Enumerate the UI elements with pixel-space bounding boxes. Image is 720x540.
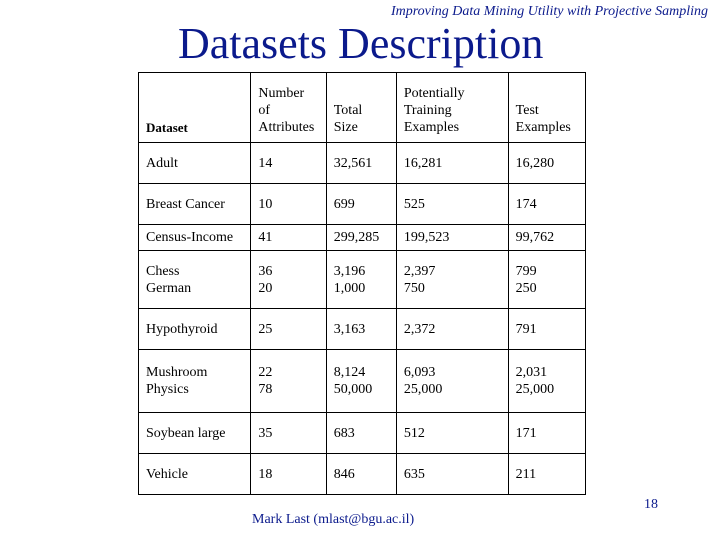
cell-test	[508, 454, 585, 495]
page-number: 18	[644, 497, 658, 512]
datasets-table-container	[138, 72, 586, 495]
cell-line: 799	[515, 263, 537, 279]
cell-dataset	[139, 454, 251, 495]
cell-attributes	[251, 251, 326, 309]
header-number-of-attributes	[251, 73, 326, 143]
cell-line: 174	[515, 196, 537, 212]
cell-line: 41	[258, 230, 273, 245]
cell-attributes	[251, 184, 326, 225]
cell-training	[396, 184, 508, 225]
cell-dataset	[139, 309, 251, 350]
cell-line: 25,000	[403, 382, 443, 397]
cell-attributes	[251, 143, 326, 184]
cell-line: Adult	[146, 155, 178, 171]
cell-attributes	[251, 225, 326, 251]
cell-line: 846	[333, 466, 355, 482]
running-title: Improving Data Mining Utility with Projective Sampling	[390, 4, 708, 19]
cell-total	[326, 309, 396, 350]
cell-line: 8,124	[333, 365, 366, 380]
cell-total	[326, 225, 396, 251]
table-row	[139, 143, 586, 184]
cell-line: 299,285	[333, 230, 380, 245]
cell-line: Physics	[146, 382, 189, 397]
header-line: Potentially	[403, 86, 465, 101]
cell-total	[326, 251, 396, 309]
header-dataset	[139, 73, 251, 143]
table-row	[139, 225, 586, 251]
header-line: Test	[515, 103, 539, 118]
cell-line: 14	[258, 155, 273, 171]
table-row	[139, 413, 586, 454]
cell-attributes	[251, 350, 326, 413]
cell-line: 36	[258, 263, 273, 279]
cell-line: 20	[258, 280, 273, 296]
cell-total	[326, 184, 396, 225]
cell-total	[326, 143, 396, 184]
header-test-examples	[508, 73, 585, 143]
cell-line: 211	[515, 466, 537, 482]
cell-total	[326, 350, 396, 413]
cell-attributes	[251, 309, 326, 350]
cell-line: 6,093	[403, 365, 436, 380]
cell-line: Mushroom	[146, 365, 208, 380]
cell-line: 50,000	[333, 382, 373, 397]
header-potentially-training-examples	[396, 73, 508, 143]
cell-dataset	[139, 143, 251, 184]
cell-line: 512	[403, 425, 425, 441]
table-row	[139, 251, 586, 309]
cell-line: 683	[333, 425, 355, 441]
cell-dataset	[139, 350, 251, 413]
footer-author: Mark Last (mlast@bgu.ac.il)	[252, 512, 415, 527]
cell-attributes	[251, 413, 326, 454]
cell-line: 199,523	[403, 230, 450, 245]
cell-test	[508, 413, 585, 454]
cell-training	[396, 350, 508, 413]
cell-line: 699	[333, 196, 355, 212]
cell-training	[396, 309, 508, 350]
header-line: of	[258, 103, 270, 118]
cell-training	[396, 413, 508, 454]
cell-line: 3,163	[333, 321, 366, 337]
cell-line: 2,031	[515, 365, 548, 380]
slide-title: Datasets Description	[178, 19, 544, 68]
cell-dataset	[139, 225, 251, 251]
header-line: Training	[403, 103, 452, 118]
cell-line: 25	[258, 321, 273, 337]
table-row	[139, 184, 586, 225]
cell-line: 791	[515, 321, 537, 337]
cell-test	[508, 225, 585, 251]
cell-line: 2,372	[403, 321, 436, 337]
cell-line: 32,561	[333, 155, 373, 171]
cell-training	[396, 143, 508, 184]
cell-line: German	[146, 280, 192, 296]
cell-line: 2,397	[403, 263, 436, 279]
cell-line: 99,762	[515, 230, 555, 245]
cell-test	[508, 251, 585, 309]
table-row	[139, 454, 586, 495]
header-line: Total	[333, 103, 363, 118]
cell-training	[396, 454, 508, 495]
cell-line: 250	[515, 280, 537, 296]
cell-line: Census-Income	[146, 230, 234, 245]
cell-dataset	[139, 184, 251, 225]
table-header-row	[139, 73, 586, 143]
cell-line: Vehicle	[146, 466, 188, 482]
header-line: Attributes	[258, 120, 315, 135]
cell-line: 22	[258, 365, 273, 380]
cell-dataset	[139, 413, 251, 454]
cell-line: 750	[403, 280, 425, 296]
cell-line: 635	[403, 466, 425, 482]
cell-line: 25,000	[515, 382, 555, 397]
cell-line: 171	[515, 425, 537, 441]
cell-line: 16,281	[403, 155, 443, 171]
cell-test	[508, 350, 585, 413]
cell-line: Hypothyroid	[146, 321, 218, 337]
cell-test	[508, 143, 585, 184]
cell-total	[326, 413, 396, 454]
cell-line: Chess	[146, 263, 180, 279]
cell-attributes	[251, 454, 326, 495]
cell-test	[508, 184, 585, 225]
cell-line: 525	[403, 196, 425, 212]
header-line: Size	[333, 120, 358, 135]
cell-total	[326, 454, 396, 495]
cell-test	[508, 309, 585, 350]
cell-line: 35	[258, 425, 273, 441]
cell-line: 78	[258, 382, 273, 397]
cell-line: Soybean large	[146, 425, 226, 441]
cell-dataset	[139, 251, 251, 309]
cell-line: 10	[258, 196, 273, 212]
cell-line: Breast Cancer	[146, 196, 225, 212]
table-row	[139, 309, 586, 350]
header-total-size	[326, 73, 396, 143]
header-line: Examples	[515, 120, 571, 135]
header-line: Number	[258, 86, 305, 101]
cell-line: 3,196	[333, 263, 366, 279]
header-dataset-line: Dataset	[146, 120, 188, 135]
cell-line: 18	[258, 466, 273, 482]
cell-training	[396, 225, 508, 251]
table-row	[139, 350, 586, 413]
header-line: Examples	[403, 120, 460, 135]
datasets-table	[138, 72, 586, 495]
cell-line: 16,280	[515, 155, 555, 171]
cell-training	[396, 251, 508, 309]
cell-line: 1,000	[333, 280, 366, 296]
